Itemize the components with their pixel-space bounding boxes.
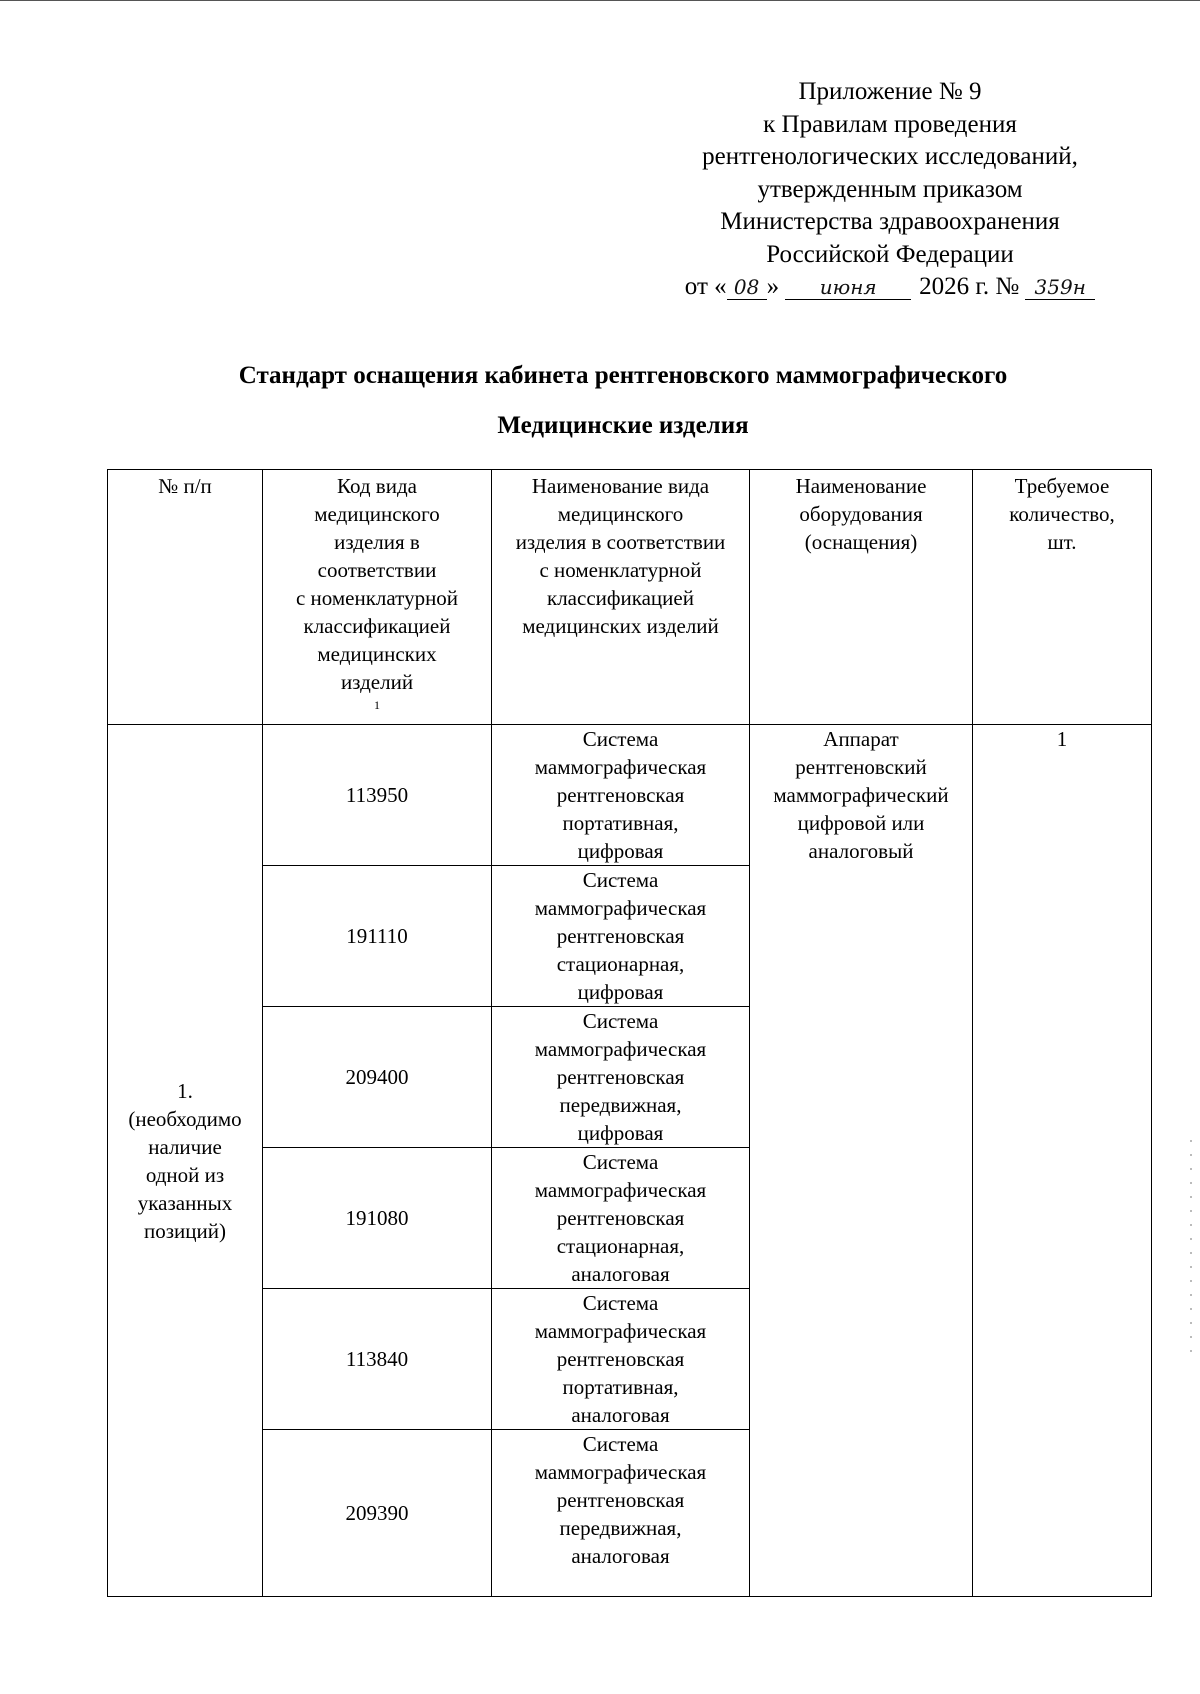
page-top-edge (0, 0, 1200, 1)
device-name-cell: Система маммографическая рентгеновская стационарная, аналоговая (492, 1148, 750, 1289)
code-cell: 191110 (263, 866, 492, 1007)
header-text: Наименование вида медицинского изделия в соответствии с номенклатурной классификацией медицинских изделий (515, 474, 726, 638)
code-cell: 113840 (263, 1289, 492, 1430)
appendix-line: Министерства здравоохранения (720, 208, 1060, 235)
code-cell: 209390 (263, 1430, 492, 1597)
table-header-row (108, 470, 1152, 725)
date-close: » (766, 273, 780, 300)
order-date-line (640, 271, 1140, 304)
document-subtitle: Медицинские изделия (497, 412, 749, 439)
appendix-line: рентгенологических исследований, (702, 143, 1078, 170)
device-name-cell: Система маммографическая рентгеновская портативная, цифровая (492, 725, 750, 866)
appendix-line: Российской Федерации (766, 240, 1014, 268)
footnote-mark: 1 (374, 698, 380, 712)
equipment-cell: Аппарат рентгеновский маммографический цифровой или аналоговый (750, 725, 973, 1597)
header-cell-number (108, 470, 263, 725)
device-name-cell: Система маммографическая рентгеновская передвижная, аналоговая (492, 1430, 750, 1597)
header-text: Код вида медицинского изделия в соответствии с номенклатурной классификацией медицинских изделий (295, 474, 459, 694)
table-row (108, 725, 1152, 866)
quantity-cell: 1 (973, 725, 1152, 1597)
device-name-cell: Система маммографическая рентгеновская портативная, аналоговая (492, 1289, 750, 1430)
code-cell: 209400 (263, 1007, 492, 1148)
code-cell: 191080 (263, 1148, 492, 1289)
header-text: Наименование оборудования (оснащения) (795, 474, 927, 554)
header-text: № п/п (158, 474, 212, 498)
handwritten-month: июня (785, 275, 911, 300)
header-cell-code (263, 470, 492, 725)
appendix-line: Приложение № 9 (798, 78, 982, 105)
handwritten-day: 08 (727, 275, 767, 300)
device-name-cell: Система маммографическая рентгеновская передвижная, цифровая (492, 1007, 750, 1148)
equipment-table (107, 469, 1152, 1597)
date-year: 2026 г. № (919, 273, 1020, 300)
appendix-line: к Правилам проведения (763, 110, 1017, 138)
appendix-line: утвержденным приказом (757, 175, 1023, 203)
header-cell-quantity (973, 470, 1152, 725)
header-cell-equipment (750, 470, 973, 725)
scan-artifact (1190, 1140, 1192, 1360)
date-prefix: от « (684, 273, 727, 300)
document-title: Стандарт оснащения кабинета рентгеновского маммографического (238, 362, 1008, 389)
code-cell: 113950 (263, 725, 492, 866)
position-cell: 1. (необходимо наличие одной из указанных позиций) (108, 725, 263, 1597)
appendix-header (640, 76, 1140, 304)
header-cell-device-type (492, 470, 750, 725)
handwritten-order-number: 359н (1025, 275, 1095, 300)
device-name-cell: Система маммографическая рентгеновская стационарная, цифровая (492, 866, 750, 1007)
header-text: Требуемое количество, шт. (1009, 474, 1115, 554)
